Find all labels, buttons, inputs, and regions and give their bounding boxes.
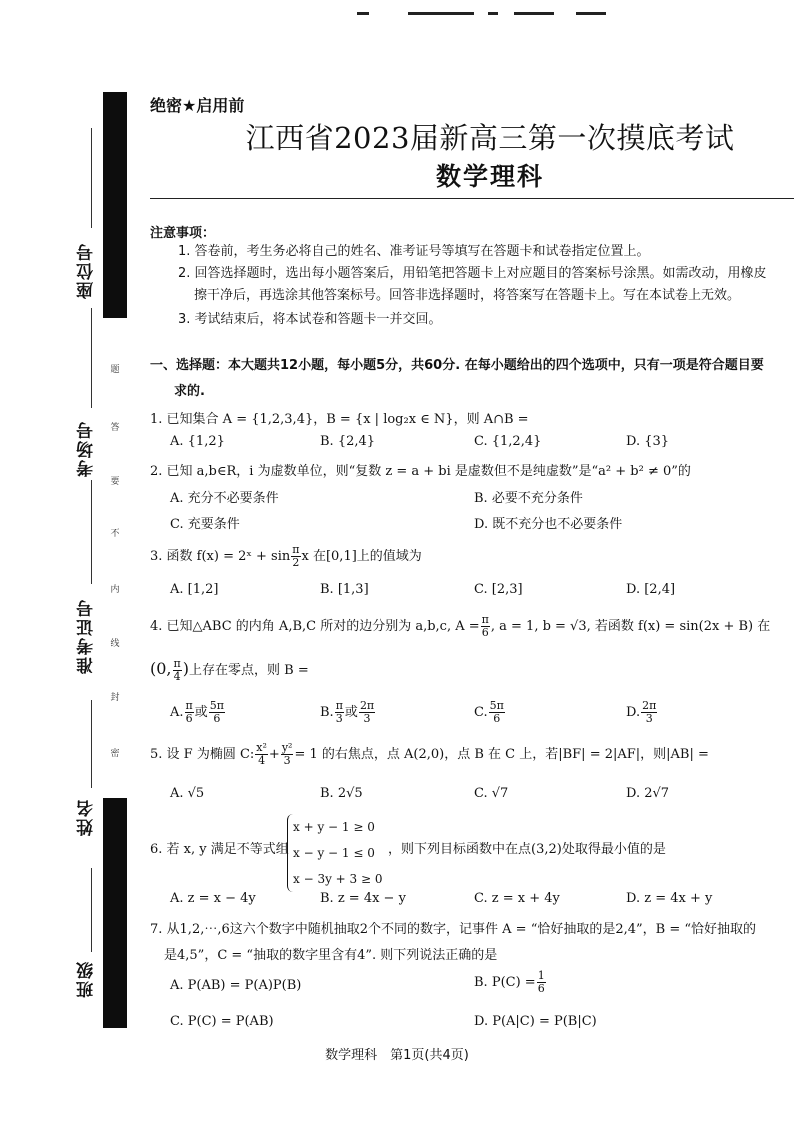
fraction-denominator: 3 bbox=[645, 712, 653, 725]
scan-artifact bbox=[576, 12, 606, 15]
option-label: C. bbox=[474, 705, 488, 720]
seal-char: 要 bbox=[110, 477, 120, 487]
question-2-stem: 2. 已知 a,b∈R，i 为虚数单位，则“复数 z = a + bi 是虚数但不是纯虚数”是“a² + b² ≠ 0”的 bbox=[150, 464, 691, 479]
exam-subject: 数学理科 bbox=[435, 162, 544, 191]
q7-option-a[interactable]: A. P(AB) = P(A)P(B) bbox=[170, 978, 302, 993]
q4-stem-text: 4. 已知△ABC 的内角 A,B,C 所对的边分别为 a,b,c, A = bbox=[150, 619, 480, 634]
q5-option-d[interactable]: D. 2√7 bbox=[626, 786, 670, 801]
q2-option-d[interactable]: D. 既不充分也不必要条件 bbox=[474, 517, 623, 532]
question-3-stem bbox=[150, 544, 422, 569]
q4-interval-open: (0, bbox=[150, 659, 172, 678]
fraction-denominator: 4 bbox=[258, 754, 266, 767]
q4-interval-close: ) bbox=[182, 659, 189, 678]
fraction-numerator: 5π bbox=[209, 699, 225, 712]
q4-option-b[interactable] bbox=[320, 700, 376, 725]
fraction bbox=[489, 700, 505, 725]
fraction-denominator: 3 bbox=[335, 712, 343, 725]
fraction-numerator: π bbox=[292, 543, 300, 556]
fraction bbox=[255, 742, 268, 767]
fraction-denominator: 4 bbox=[173, 670, 181, 683]
q3-option-a[interactable]: A. [1,2] bbox=[170, 582, 219, 597]
section-heading-line: 一、选择题：本大题共12小题，每小题5分，共60分. 在每小题给出的四个选项中，只有一项是符合题目要 bbox=[150, 358, 764, 373]
q2-option-c[interactable]: C. 充要条件 bbox=[170, 517, 240, 532]
q3-stem-text: 3. 函数 f(x) = 2ˣ + sin bbox=[150, 549, 291, 564]
q4-option-c[interactable] bbox=[474, 700, 506, 725]
note-item: 2. 回答选择题时，选出每小题答案后，用铅笔把答题卡上对应题目的答案标号涂黑。如需改动，用橡皮 bbox=[178, 266, 767, 281]
fraction bbox=[281, 742, 294, 767]
class-label: 班级 bbox=[77, 960, 97, 998]
ticket-no-label: 准考证号 bbox=[77, 598, 97, 674]
q4-stem-text: , a = 1, b = √3, 若函数 f(x) = sin(2x + B) 在 bbox=[490, 619, 771, 634]
q6-option-c[interactable]: C. z = x + 4y bbox=[474, 891, 560, 906]
option-label: A. bbox=[170, 705, 184, 720]
q7-option-d[interactable]: D. P(A|C) = P(B|C) bbox=[474, 1014, 597, 1029]
q6-option-a[interactable]: A. z = x − 4y bbox=[170, 891, 256, 906]
seal-char: 封 bbox=[110, 693, 120, 703]
fraction-denominator: 6 bbox=[185, 712, 193, 725]
scan-artifact bbox=[357, 12, 369, 15]
q3-option-b[interactable]: B. [1,3] bbox=[320, 582, 369, 597]
fraction-denominator: 6 bbox=[481, 626, 489, 639]
fraction-numerator: π bbox=[173, 657, 181, 670]
page-footer: 数学理科 第1页(共4页) bbox=[325, 1048, 469, 1063]
seal-char: 内 bbox=[110, 585, 120, 595]
question-6-stem: 6. 若 x, y 满足不等式组 bbox=[150, 842, 289, 857]
q6-inequality-system bbox=[287, 814, 383, 892]
fraction bbox=[185, 700, 194, 725]
q5-option-b[interactable]: B. 2√5 bbox=[320, 786, 363, 801]
header-rule bbox=[150, 198, 794, 199]
q4-fraction bbox=[481, 614, 490, 639]
option-label: B. bbox=[320, 705, 334, 720]
q4-option-d[interactable] bbox=[626, 700, 658, 725]
note-item: 擦干净后，再选涂其他答案标号。回答非选择题时，将答案写在答题卡上。写在本试卷上无效。 bbox=[194, 288, 741, 303]
seal-char: 题 bbox=[110, 365, 120, 375]
scan-artifact bbox=[408, 12, 474, 15]
note-item: 3. 考试结束后，将本试卷和答题卡一并交回。 bbox=[178, 312, 442, 327]
exam-room-line[interactable] bbox=[91, 308, 92, 408]
inequality: x − y − 1 ≤ 0 bbox=[293, 846, 375, 860]
fraction-denominator: 6 bbox=[537, 982, 545, 995]
fraction bbox=[641, 700, 657, 725]
q3-option-c[interactable]: C. [2,3] bbox=[474, 582, 523, 597]
q2-option-a[interactable]: A. 充分不必要条件 bbox=[170, 491, 279, 506]
confidential-mark: 绝密★启用前 bbox=[150, 96, 245, 115]
scan-artifact bbox=[514, 12, 554, 15]
class-line[interactable] bbox=[91, 868, 92, 952]
seal-char: 线 bbox=[110, 639, 120, 649]
notes-heading: 注意事项： bbox=[150, 226, 216, 241]
name-label: 姓名 bbox=[77, 798, 97, 836]
q5-stem-text: = 1 的右焦点，点 A(2,0)，点 B 在 C 上，若|BF| = 2|AF|，则|AB| = bbox=[294, 747, 709, 762]
inequality: x + y − 1 ≥ 0 bbox=[293, 820, 375, 834]
fraction-numerator: π bbox=[481, 613, 489, 626]
fraction-numerator: 2π bbox=[642, 699, 657, 712]
q1-option-c[interactable]: C. {1,2,4} bbox=[474, 434, 542, 449]
q2-option-b[interactable]: B. 必要不充分条件 bbox=[474, 491, 583, 506]
seat-line[interactable] bbox=[91, 128, 92, 228]
seal-char: 答 bbox=[110, 423, 120, 433]
seal-char: 密 bbox=[110, 749, 120, 759]
q1-option-d[interactable]: D. {3} bbox=[626, 434, 670, 449]
question-4-stem-cont bbox=[150, 658, 309, 683]
fraction-denominator: 3 bbox=[283, 754, 291, 767]
fraction bbox=[359, 700, 375, 725]
exam-room-label: 考场号 bbox=[77, 420, 97, 477]
fraction bbox=[209, 700, 225, 725]
question-1-stem: 1. 已知集合 A = {1,2,3,4}，B = {x | log₂x ∈ N}，则 A∩B = bbox=[150, 412, 529, 427]
q5-option-c[interactable]: C. √7 bbox=[474, 786, 509, 801]
fraction-denominator: 6 bbox=[213, 712, 221, 725]
q3-option-d[interactable]: D. [2,4] bbox=[626, 582, 676, 597]
q7-option-b[interactable] bbox=[474, 970, 547, 995]
question-5-stem bbox=[150, 742, 709, 767]
fraction bbox=[537, 970, 546, 995]
fraction-numerator: π bbox=[185, 699, 193, 712]
q6-option-d[interactable]: D. z = 4x + y bbox=[626, 891, 713, 906]
q3-stem-text: x 在[0,1]上的值域为 bbox=[301, 549, 422, 564]
section-heading bbox=[150, 353, 794, 405]
name-line[interactable] bbox=[91, 700, 92, 788]
q4-stem-text: 上存在零点，则 B = bbox=[189, 663, 309, 678]
fraction-numerator: 2π bbox=[359, 699, 375, 712]
fraction-numerator: x² bbox=[256, 741, 267, 754]
fraction-numerator: y² bbox=[281, 741, 293, 754]
q5-stem-text: 5. 设 F 为椭圆 C: bbox=[150, 747, 255, 762]
fraction-denominator: 2 bbox=[292, 556, 300, 569]
fraction-numerator: 5π bbox=[489, 699, 504, 712]
fraction bbox=[335, 700, 344, 725]
question-4-stem bbox=[150, 614, 770, 639]
exam-title: 江西省2023届新高三第一次摸底考试 bbox=[245, 121, 735, 155]
inequality: x − 3y + 3 ≥ 0 bbox=[293, 872, 383, 886]
fraction-denominator: 3 bbox=[363, 712, 371, 725]
fraction-denominator: 6 bbox=[493, 712, 501, 725]
option-or: 或 bbox=[194, 705, 208, 720]
option-text: B. P(C) = bbox=[474, 975, 536, 990]
q1-option-a[interactable]: A. {1,2} bbox=[170, 434, 225, 449]
q6-option-b[interactable]: B. z = 4x − y bbox=[320, 891, 406, 906]
q1-option-b[interactable]: B. {2,4} bbox=[320, 434, 376, 449]
option-or: 或 bbox=[344, 705, 358, 720]
fraction-numerator: 1 bbox=[537, 969, 545, 982]
option-label: D. bbox=[626, 705, 641, 720]
seal-char: 不 bbox=[110, 529, 120, 539]
q5-option-a[interactable]: A. √5 bbox=[170, 786, 205, 801]
plus-sign: + bbox=[268, 747, 280, 762]
fraction-numerator: π bbox=[335, 699, 343, 712]
scan-artifact bbox=[488, 12, 498, 15]
section-heading-line: 求的. bbox=[174, 384, 205, 399]
question-7-stem-cont: 是4,5”，C = “抽取的数字里含有4”. 则下列说法正确的是 bbox=[164, 948, 498, 963]
ticket-no-line[interactable] bbox=[91, 480, 92, 584]
seat-label: 座位号 bbox=[77, 242, 97, 299]
q4-option-a[interactable] bbox=[170, 700, 226, 725]
q3-fraction bbox=[291, 544, 300, 569]
question-6-stem-cont: ，则下列目标函数中在点(3,2)处取得最小值的是 bbox=[388, 842, 666, 857]
q7-option-c[interactable]: C. P(C) = P(AB) bbox=[170, 1014, 274, 1029]
question-7-stem: 7. 从1,2,⋯,6这六个数字中随机抽取2个不同的数字，记事件 A = “恰好抽取的是2,4”，B = “恰好抽取的 bbox=[150, 922, 757, 937]
q4-interval-fraction bbox=[173, 658, 182, 683]
note-item: 1. 答卷前，考生务必将自己的姓名、准考证号等填写在答题卡和试卷指定位置上。 bbox=[178, 244, 650, 259]
binding-strip-window bbox=[103, 318, 127, 798]
